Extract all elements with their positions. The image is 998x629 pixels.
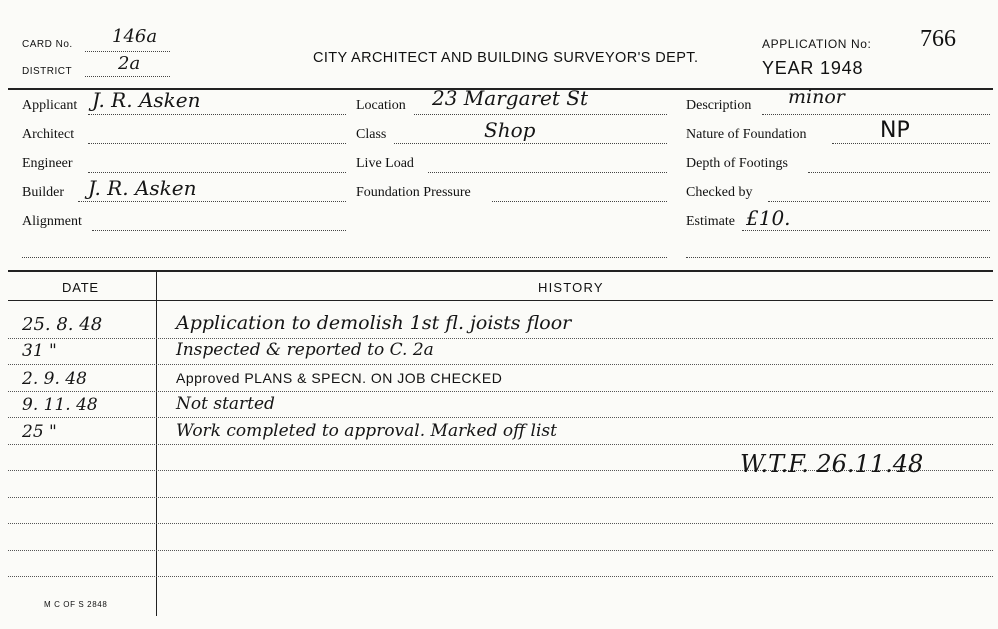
row-date: 31 " <box>22 341 57 361</box>
nature-of-foundation-line <box>832 143 990 144</box>
estimate-value: £10. <box>746 206 791 230</box>
row-history: Application to demolish 1st fl. joists floor <box>176 312 572 334</box>
depth-of-footings-line <box>808 172 990 173</box>
application-no-value: 766 <box>920 26 956 52</box>
builder-label: Builder <box>22 185 64 200</box>
row-date: 2. 9. 48 <box>22 369 87 389</box>
location-line <box>414 114 667 115</box>
class-value: Shop <box>484 118 536 142</box>
card-no-line <box>85 51 170 52</box>
builder-value: J. R. Asken <box>88 176 197 200</box>
district-label: DISTRICT <box>22 66 73 77</box>
builder-line <box>78 201 346 202</box>
ruled-line <box>8 417 993 418</box>
engineer-label: Engineer <box>22 156 73 171</box>
class-label: Class <box>356 127 387 142</box>
row-history: Work completed to approval. Marked off list <box>176 421 557 441</box>
live-load-label: Live Load <box>356 156 414 171</box>
card-no-value: 146a <box>112 26 158 47</box>
row-date: 9. 11. 48 <box>22 395 98 415</box>
row-history: Inspected & reported to C. 2a <box>176 340 434 360</box>
engineer-line <box>88 172 346 173</box>
location-value: 23 Margaret St <box>432 86 589 110</box>
district-value: 2a <box>118 53 141 74</box>
department-title: CITY ARCHITECT AND BUILDING SURVEYOR'S DEPT. <box>313 50 699 66</box>
description-label: Description <box>686 98 752 113</box>
ruled-line <box>8 576 993 577</box>
header-row-rule <box>8 300 993 301</box>
checked-by-line <box>768 201 990 202</box>
description-line <box>762 114 990 115</box>
architect-label: Architect <box>22 127 75 142</box>
applicant-value: J. R. Asken <box>92 88 201 112</box>
year-label: YEAR 1948 <box>762 58 864 78</box>
application-no-label: APPLICATION No: <box>762 37 872 51</box>
history-header: HISTORY <box>538 280 604 295</box>
applicant-line <box>88 114 346 115</box>
alignment-line <box>92 230 346 231</box>
depth-of-footings-label: Depth of Footings <box>686 156 788 171</box>
ruled-line <box>8 550 993 551</box>
foundation-pressure-line <box>492 201 667 202</box>
live-load-line <box>428 172 667 173</box>
architect-line <box>88 143 346 144</box>
checked-by-label: Checked by <box>686 185 753 200</box>
row-date: 25. 8. 48 <box>22 314 103 335</box>
foundation-pressure-label: Foundation Pressure <box>356 185 471 200</box>
nature-of-foundation-value: NP <box>880 118 910 143</box>
card-no-label: CARD No. <box>22 39 73 50</box>
nature-of-foundation-label: Nature of Foundation <box>686 127 807 142</box>
row-history: Not started <box>176 394 275 414</box>
estimate-line <box>742 230 990 231</box>
date-header: DATE <box>62 280 99 295</box>
blank-line <box>22 257 667 258</box>
blank-line-right <box>686 257 990 258</box>
ruled-line <box>8 444 993 445</box>
ruled-line <box>8 338 993 339</box>
form-code: M C OF S 2848 <box>44 600 108 609</box>
row-history: Approved PLANS & SPECN. ON JOB CHECKED <box>176 370 503 386</box>
ruled-line <box>8 523 993 524</box>
description-value: minor <box>788 86 845 108</box>
alignment-label: Alignment <box>22 214 82 229</box>
estimate-label: Estimate <box>686 214 735 229</box>
class-line <box>394 143 667 144</box>
ruled-line <box>8 364 993 365</box>
district-line <box>85 76 170 77</box>
ruled-line <box>8 391 993 392</box>
signature: W.T.F. 26.11.48 <box>740 450 924 478</box>
ruled-line <box>8 497 993 498</box>
row-date: 25 " <box>22 422 57 442</box>
applicant-label: Applicant <box>22 98 78 113</box>
location-label: Location <box>356 98 406 113</box>
